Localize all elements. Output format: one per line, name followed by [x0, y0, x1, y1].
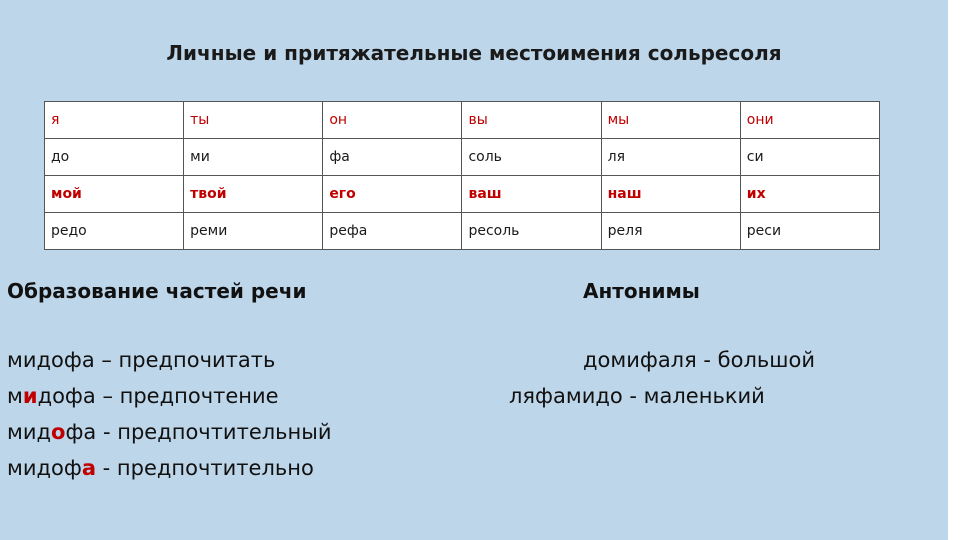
table-row — [45, 213, 880, 250]
highlighted-letter: о — [51, 420, 66, 444]
table-cell: я — [45, 102, 184, 139]
table-cell: их — [740, 176, 879, 213]
antonym-line: домифаля - большой — [583, 348, 815, 372]
highlighted-letter: а — [81, 456, 96, 480]
table-row — [45, 176, 880, 213]
table-cell: ми — [184, 139, 323, 176]
table-cell: реси — [740, 213, 879, 250]
table-cell: наш — [601, 176, 740, 213]
meaning: предпочтительный — [117, 420, 332, 444]
table-cell: ты — [184, 102, 323, 139]
table-cell: фа — [323, 139, 462, 176]
formation-line — [7, 378, 332, 414]
table-cell: ваш — [462, 176, 601, 213]
table-cell: он — [323, 102, 462, 139]
formation-line — [7, 342, 332, 378]
separator: - — [96, 420, 118, 444]
word-part: м — [7, 384, 23, 408]
antonym-line: ляфамидо - маленький — [509, 384, 765, 408]
word-part: мид — [7, 420, 52, 444]
formation-line — [7, 414, 332, 450]
table-cell: вы — [462, 102, 601, 139]
word-part: фа — [65, 420, 97, 444]
formation-line — [7, 450, 332, 486]
table-cell: его — [323, 176, 462, 213]
meaning: предпочтение — [119, 384, 279, 408]
formation-list — [7, 342, 332, 486]
table-cell: рефа — [323, 213, 462, 250]
table-cell: мы — [601, 102, 740, 139]
table-row — [45, 139, 880, 176]
table-cell: реля — [601, 213, 740, 250]
formation-heading: Образование частей речи — [7, 279, 307, 303]
separator: – — [94, 348, 119, 372]
table-cell: си — [740, 139, 879, 176]
table-cell: редо — [45, 213, 184, 250]
word-part: дофа — [37, 384, 96, 408]
table-cell: ресоль — [462, 213, 601, 250]
separator: – — [95, 384, 120, 408]
separator: - — [95, 456, 117, 480]
table-cell: мой — [45, 176, 184, 213]
table-cell: соль — [462, 139, 601, 176]
meaning: предпочитать — [118, 348, 276, 372]
word-part: мидоф — [7, 456, 82, 480]
antonyms-heading: Антонимы — [583, 279, 700, 303]
meaning: предпочтительно — [116, 456, 314, 480]
table-cell: твой — [184, 176, 323, 213]
table-cell: они — [740, 102, 879, 139]
table-cell: до — [45, 139, 184, 176]
highlighted-letter: и — [22, 384, 38, 408]
slide-title: Личные и притяжательные местоимения сольресоля — [166, 41, 782, 65]
table-cell: ля — [601, 139, 740, 176]
table-row — [45, 102, 880, 139]
pronoun-table — [44, 101, 880, 250]
table-cell: реми — [184, 213, 323, 250]
word-part: мидофа — [7, 348, 95, 372]
